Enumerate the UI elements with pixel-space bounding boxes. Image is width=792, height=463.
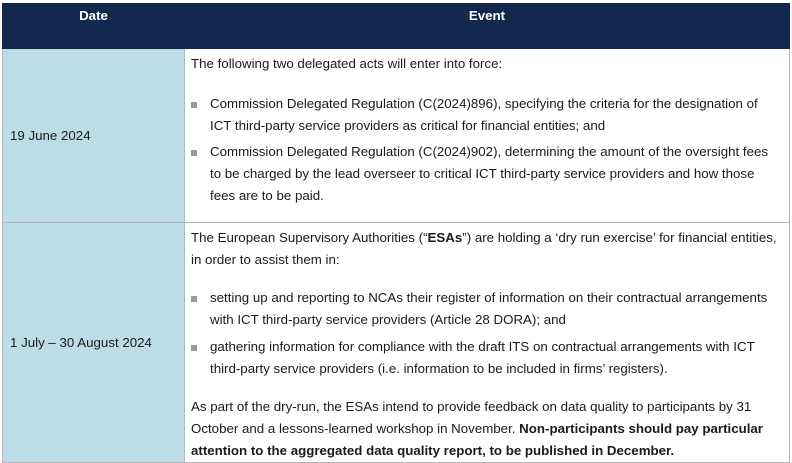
square-bullet-icon: [191, 345, 197, 351]
list-item: [191, 336, 781, 380]
date-cell: 19 June 2024: [3, 49, 185, 223]
list-item: [191, 141, 781, 207]
list-item-text: gathering information for compliance with the draft ITS on contractual arrangements with ICT third-party service providers (i.e. information to be included in firms’ registers).: [210, 339, 755, 376]
square-bullet-icon: [191, 150, 197, 156]
intro-text: The European Supervisory Authorities (“: [191, 230, 428, 245]
event-closing: [191, 396, 781, 462]
intro-bold-term: ESAs: [427, 230, 463, 245]
closing-text: As part of the dry-run, the ESAs intend to provide feedback on data quality to participants by 31 October and a lessons-learned workshop in November.: [191, 399, 752, 436]
closing-bold-text: Non-participants should pay particular attention to the aggregated data quality report, to be published in December.: [191, 421, 763, 458]
header-date: Date: [3, 4, 185, 49]
event-cell: [185, 49, 790, 223]
bullet-list: [191, 93, 781, 207]
bullet-list: [191, 287, 781, 380]
list-item: [191, 287, 781, 331]
date-cell: 1 July – 30 August 2024: [3, 223, 185, 463]
table-header-row: [3, 4, 790, 49]
event-cell: [185, 223, 790, 463]
intro-text: ”) are holding a ‘dry run exercise’ for financial entities, in order to assist them in:: [191, 230, 777, 267]
event-content: [185, 49, 789, 207]
square-bullet-icon: [191, 102, 197, 108]
list-item-text: setting up and reporting to NCAs their register of information on their contractual arrangements with ICT third-party service providers (Article 28 DORA); and: [210, 290, 768, 327]
event-content: [185, 223, 789, 462]
events-table: [2, 3, 790, 463]
list-item-text: Commission Delegated Regulation (C(2024)902), determining the amount of the oversight fees to be charged by the lead overseer to critical ICT third-party service providers and how those fees are to be paid.: [210, 144, 769, 203]
table-row: [3, 49, 790, 223]
table-row: [3, 223, 790, 463]
header-event: Event: [185, 4, 790, 49]
event-intro: [191, 227, 781, 271]
square-bullet-icon: [191, 296, 197, 302]
list-item-text: Commission Delegated Regulation (C(2024)896), specifying the criteria for the designation of ICT third-party service providers as critical for financial entities; and: [210, 96, 758, 133]
event-intro: The following two delegated acts will enter into force:: [191, 56, 503, 71]
list-item: [191, 93, 781, 137]
